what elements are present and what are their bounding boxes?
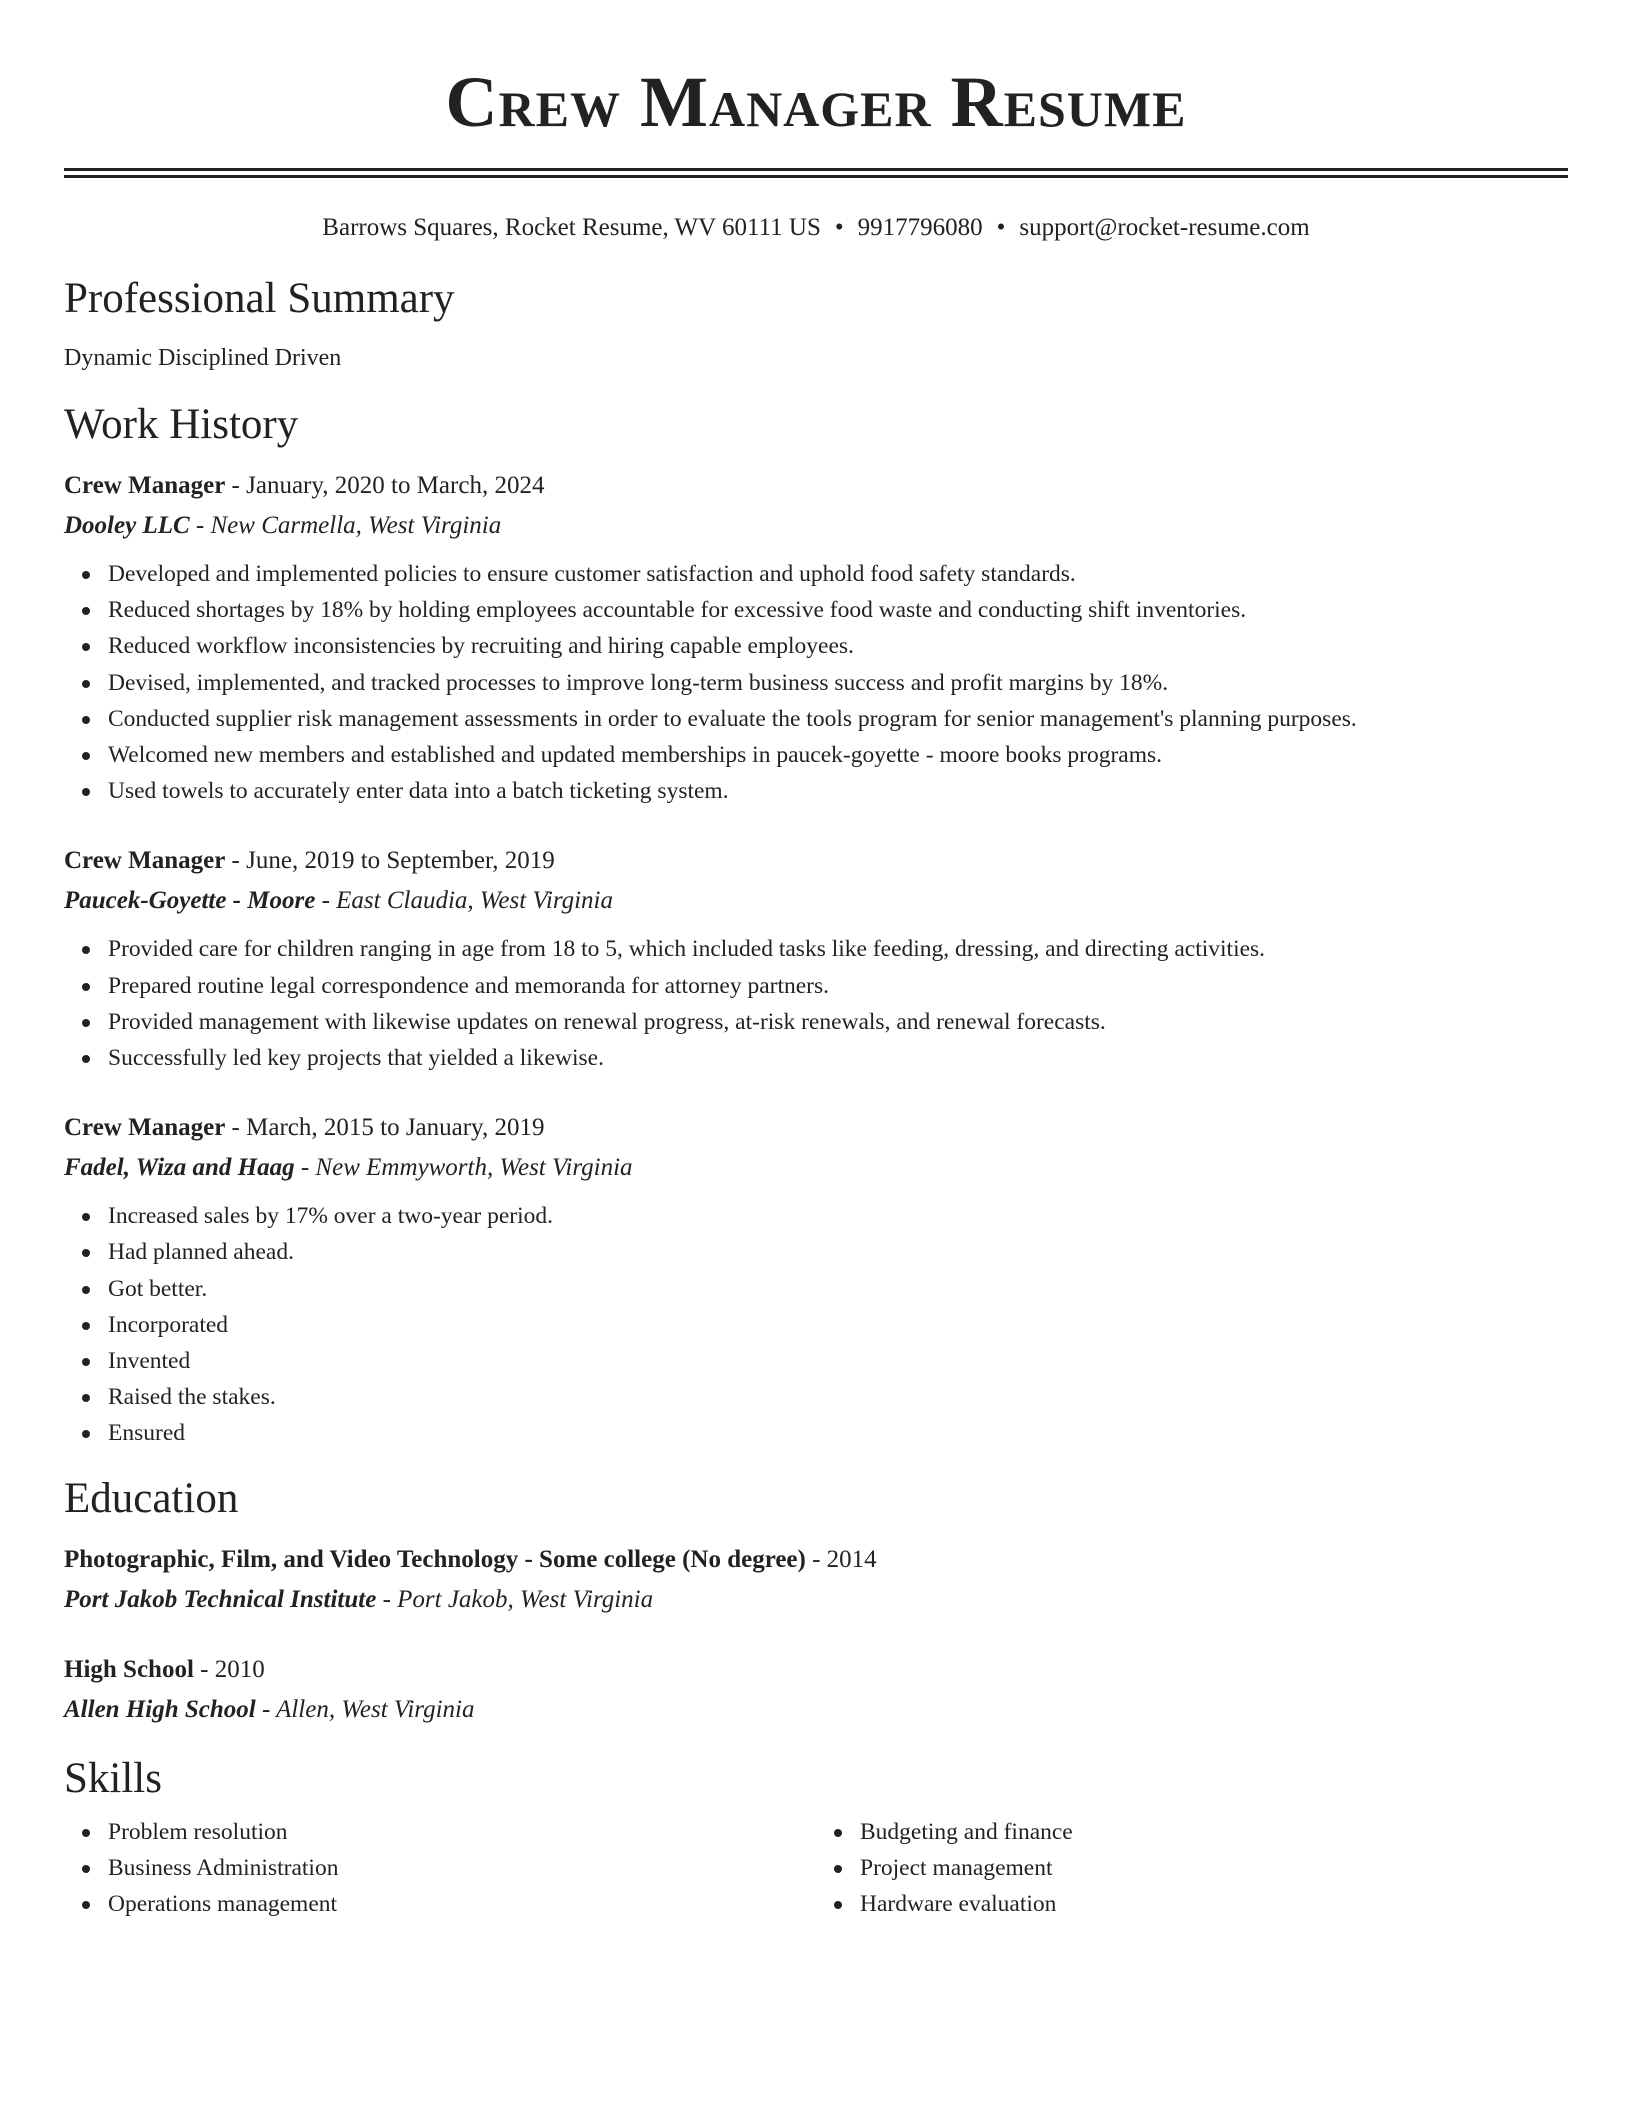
job-location: - New Emmyworth, West Virginia xyxy=(294,1154,633,1182)
job-title: Crew Manager xyxy=(64,847,226,875)
summary-heading: Professional Summary xyxy=(64,275,455,322)
degree-name: High School xyxy=(64,1655,194,1683)
title-divider xyxy=(64,168,1568,178)
work-history-heading: Work History xyxy=(64,401,299,448)
skills-section xyxy=(64,1752,1568,1923)
list-item: Developed and implemented policies to ensure customer satisfaction and uphold food safety standards. xyxy=(108,556,1568,592)
job-title-line xyxy=(64,466,1568,506)
job-title: Crew Manager xyxy=(64,472,226,499)
list-item: Reduced shortages by 18% by holding employees accountable for excessive food waste and conducting shift inventories. xyxy=(108,592,1568,628)
list-item: Successfully led key projects that yielded a likewise. xyxy=(108,1040,1568,1076)
contact-phone: 9917796080 xyxy=(857,214,983,241)
list-item: Welcomed new members and established and updated memberships in paucek-goyette - moore books programs. xyxy=(108,737,1568,773)
contact-separator: • xyxy=(996,214,1006,241)
job-title-line xyxy=(64,841,1568,881)
skill-item: Business Administration xyxy=(108,1850,816,1886)
school-name: Allen High School xyxy=(64,1695,256,1723)
degree-year: - 2014 xyxy=(805,1545,877,1573)
list-item: Ensured xyxy=(108,1415,1568,1451)
work-history-section xyxy=(64,398,1568,1452)
list-item: Devised, implemented, and tracked processes to improve long-term business success and profit margins by 18%. xyxy=(108,665,1568,701)
job-title-line xyxy=(64,1108,1568,1148)
contact-separator: • xyxy=(834,214,844,241)
list-item: Provided management with likewise updates on renewal progress, at-risk renewals, and renewal forecasts. xyxy=(108,1004,1568,1040)
job-bullets xyxy=(64,1198,1568,1451)
degree-line xyxy=(64,1650,1568,1690)
skill-item: Hardware evaluation xyxy=(860,1886,1568,1922)
list-item: Conducted supplier risk management assessments in order to evaluate the tools program for senior management's planning purposes. xyxy=(108,701,1568,737)
degree-year: - 2010 xyxy=(193,1655,265,1683)
job-entry xyxy=(64,841,1568,1076)
list-item: Invented xyxy=(108,1343,1568,1379)
job-location: - New Carmella, West Virginia xyxy=(189,512,502,539)
list-item: Used towels to accurately enter data into a batch ticketing system. xyxy=(108,773,1568,809)
job-dates: - March, 2015 to January, 2019 xyxy=(225,1114,545,1142)
list-item: Had planned ahead. xyxy=(108,1234,1568,1270)
degree-name: Photographic, Film, and Video Technology - Some college (No degree) xyxy=(64,1545,806,1573)
contact-address: Barrows Squares, Rocket Resume, WV 60111 US xyxy=(322,214,821,241)
job-company: Paucek-Goyette - Moore xyxy=(64,887,316,915)
job-company: Fadel, Wiza and Haag xyxy=(64,1154,295,1182)
skill-item: Budgeting and finance xyxy=(860,1814,1568,1850)
summary-text: Dynamic Disciplined Driven xyxy=(64,345,342,371)
job-company-line xyxy=(64,506,1568,546)
skills-column-right xyxy=(816,1814,1568,1923)
school-location: - Port Jakob, West Virginia xyxy=(376,1585,654,1613)
job-entry xyxy=(64,1108,1568,1451)
skills-column-left xyxy=(64,1814,816,1923)
job-bullets xyxy=(64,931,1568,1076)
list-item: Prepared routine legal correspondence and memoranda for attorney partners. xyxy=(108,968,1568,1004)
list-item: Provided care for children ranging in age from 18 to 5, which included tasks like feeding, dressing, and directing activities. xyxy=(108,931,1568,967)
job-dates: - June, 2019 to September, 2019 xyxy=(225,847,555,875)
list-item: Raised the stakes. xyxy=(108,1379,1568,1415)
list-item: Got better. xyxy=(108,1271,1568,1307)
skill-item: Problem resolution xyxy=(108,1814,816,1850)
education-section xyxy=(64,1472,1568,1730)
contact-line xyxy=(64,212,1568,244)
job-title: Crew Manager xyxy=(64,1114,226,1142)
school-line xyxy=(64,1690,1568,1730)
resume-title: Crew Manager Resume xyxy=(445,62,1187,142)
school-name: Port Jakob Technical Institute xyxy=(64,1585,377,1613)
job-entry xyxy=(64,466,1568,809)
skills-heading: Skills xyxy=(64,1754,162,1802)
job-dates: - January, 2020 to March, 2024 xyxy=(225,472,545,499)
skill-item: Operations management xyxy=(108,1886,816,1922)
list-item: Reduced workflow inconsistencies by recruiting and hiring capable employees. xyxy=(108,628,1568,664)
education-entry xyxy=(64,1650,1568,1730)
list-item: Incorporated xyxy=(108,1307,1568,1343)
job-bullets xyxy=(64,556,1568,809)
school-line xyxy=(64,1580,1568,1620)
job-location: - East Claudia, West Virginia xyxy=(315,887,614,915)
education-heading: Education xyxy=(64,1474,239,1522)
job-company-line xyxy=(64,1148,1568,1188)
school-location: - Allen, West Virginia xyxy=(255,1695,475,1723)
job-company-line xyxy=(64,881,1568,921)
degree-line xyxy=(64,1540,1568,1580)
list-item: Increased sales by 17% over a two-year period. xyxy=(108,1198,1568,1234)
skill-item: Project management xyxy=(860,1850,1568,1886)
summary-section xyxy=(64,272,1568,374)
job-company: Dooley LLC xyxy=(64,512,190,539)
skills-grid xyxy=(64,1814,1568,1923)
education-entry xyxy=(64,1540,1568,1620)
contact-email: support@rocket-resume.com xyxy=(1019,214,1310,241)
